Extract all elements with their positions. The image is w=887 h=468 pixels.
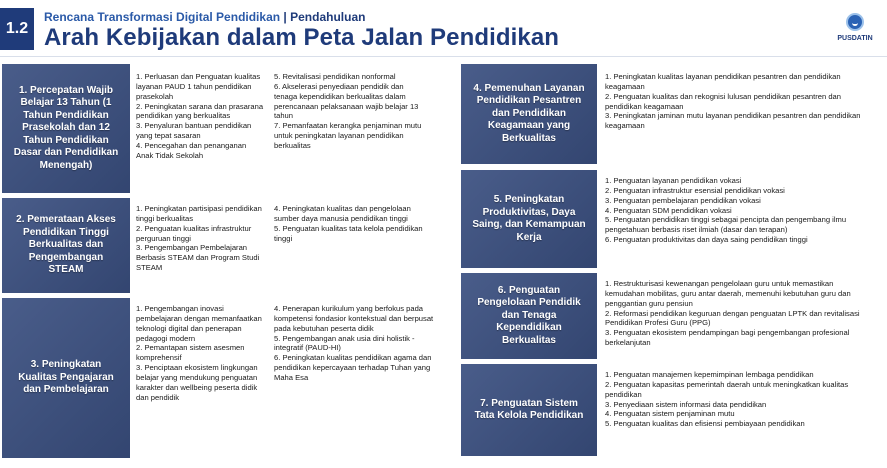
policy-6-items: 1. Restrukturisasi kewenangan pengelolaan guru untuk memastikan kemudahan mobilitas, guru antar daerah, memenuhi kebutuhan guru dan penggantian guru pensiun 2. Reformasi pendidikan keguruan dengan penguatan LPTK dan revitalisasi Pendidikan Profesi Guru (PPG) 3. Penguatan ekosistem pendampingan bagi pengembangan profesional berkelanjutan (605, 279, 860, 348)
document-title: Rencana Transformasi Digital Pendidikan (44, 10, 281, 24)
policy-2-items-col1: 1. Peningkatan partisipasi pendidikan tinggi berkualitas 2. Penguatan kualitas infrastruktur perguruan tinggi 3. Pengembangan Pembelajaran Berbasis STEAM dan Program Studi STEAM (136, 204, 262, 273)
policy-title-2: 2. Pemerataan Akses Pendidikan Tinggi Berkualitas dan Pengembangan STEAM (2, 198, 130, 293)
policy-card-3 (2, 298, 457, 458)
header-divider (0, 56, 887, 57)
logo-text: PUSDATIN (837, 35, 873, 42)
section-number-badge: 1.2 (0, 8, 34, 50)
policy-title-3: 3. Peningkatan Kualitas Pengajaran dan Pembelajaran (2, 298, 130, 458)
policy-title-4: 4. Pemenuhan Layanan Pendidikan Pesantren dan Pendidikan Keagamaan yang Berkualitas (461, 64, 597, 164)
policy-7-items: 1. Penguatan manajemen kepemimpinan lembaga pendidikan 2. Penguatan kapasitas pemerintah daerah untuk meningkatkan kualitas pendidikan 3. Penyediaan sistem informasi data pendidikan 4. Penguatan sistem penjaminan mutu 5. Penguatan kualitas dan efisiensi pembiayaan pendidikan (605, 370, 849, 429)
policy-card-2 (2, 198, 457, 293)
policy-1-items-col1: 1. Perluasan dan Penguatan kualitas layanan PAUD 1 tahun pendidikan prasekolah 2. Peningkatan sarana dan prasarana pendidikan yang berkualitas 3. Penyaluran bantuan pendidikan yang tepat sasaran 4. Pencegahan dan penanganan Anak Tidak Sekolah (136, 72, 264, 160)
policy-card-1 (2, 64, 457, 193)
policy-3-items-col1: 1. Pengembangan inovasi pembelajaran dengan memanfaatkan teknologi digital dan penerapan pedagogi modern 2. Pemantapan sistem asesmen komprehensif 3. Penciptaan ekosistem lingkungan belajar yang mendukung penguatan karakter dan wellbeing peserta didik dan pendidik (136, 304, 262, 402)
policy-3-items-col2: 4. Penerapan kurikulum yang berfokus pada kompetensi fondasior kontekstual dan berpusat pada kebutuhan peserta didik 5. Pengembangan anak usia dini holistik -integratif (PAUD-HI) 6. Peningkatan kualitas pendidikan agama dan pendidikan kepercayaan terhadap Tuhan yang Maha Esa (274, 304, 434, 383)
policy-title-1: 1. Percepatan Wajib Belajar 13 Tahun (1 Tahun Pendidikan Prasekolah dan 12 Tahun Pendidikan Dasar dan Pendidikan Menengah) (2, 64, 130, 193)
policy-4-items: 1. Peningkatan kualitas layanan pendidikan pesantren dan pendidikan keagamaan 2. Penguatan kualitas dan rekognisi lulusan pendidikan pesantren dan pendidikan keagamaan 3. Peningkatan jaminan mutu layanan pendidikan pesantren dan pendidikan keagamaan (605, 72, 861, 131)
pusdatin-emblem-icon (846, 13, 864, 31)
policy-card-6 (461, 273, 885, 359)
breadcrumb-separator: | (280, 10, 291, 24)
page-title: Arah Kebijakan dalam Peta Jalan Pendidikan (44, 24, 560, 51)
policy-card-7 (461, 364, 885, 456)
policy-title-6: 6. Penguatan Pengelolaan Pendidik dan Tenaga Kependidikan Berkualitas (461, 273, 597, 359)
policy-card-5 (461, 170, 885, 268)
policy-1-items-col2: 5. Revitalisasi pendidikan nonformal 6. Akselerasi penyediaan pendidik dan tenaga kependidikan berkualitas dalam perencanaan pelaksanaan wajib belajar 13 tahun 7. Pemanfaatan kerangka penjaminan mutu untuk peningkatan layanan pendidikan berkualitas (274, 72, 422, 151)
policy-2-items-col2: 4. Peningkatan kualitas dan pengelolaan sumber daya manusia pendidikan tinggi 5. Penguatan kualitas tata kelola pendidikan tinggi (274, 204, 423, 243)
policy-title-5: 5. Peningkatan Produktivitas, Daya Saing, dan Kemampuan Kerja (461, 170, 597, 268)
policy-5-items: 1. Penguatan layanan pendidikan vokasi 2. Penguatan infrastruktur esensial pendidikan vokasi 3. Penguatan pembelajaran pendidikan vokasi 4. Penguatan SDM pendidikan vokasi 5. Penguatan pendidikan tinggi sebagai pencipta dan pengembang ilmu pengetahuan berbasis riset ilmiah (dasar dan terapan) 6. Penguatan produktivitas dan daya saing pendidikan tinggi (605, 176, 847, 245)
policy-card-4 (461, 64, 885, 164)
policy-title-7: 7. Penguatan Sistem Tata Kelola Pendidikan (461, 364, 597, 456)
pusdatin-logo (834, 13, 876, 47)
section-name: Pendahuluan (290, 10, 366, 24)
breadcrumb (44, 10, 365, 24)
